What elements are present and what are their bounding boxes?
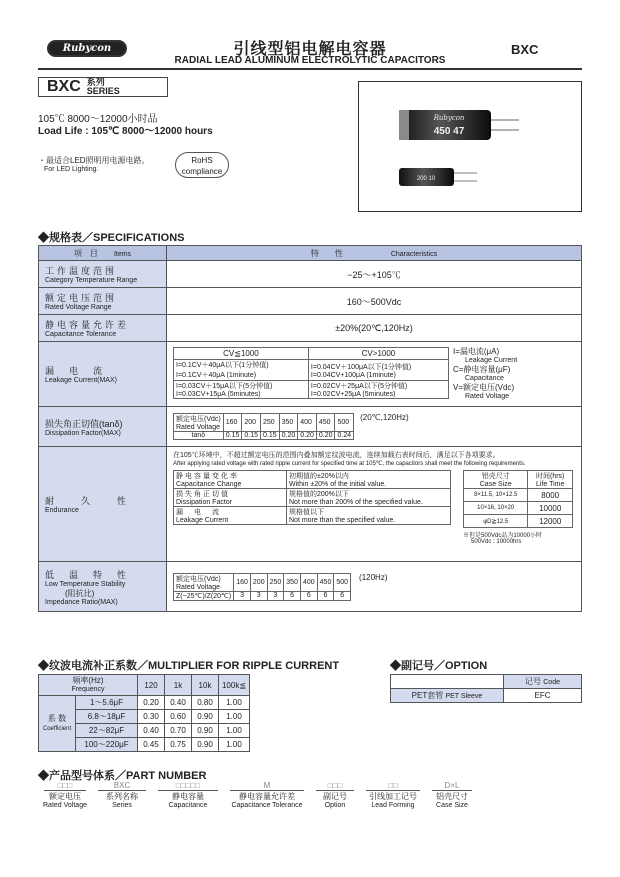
- part-item: [360, 781, 426, 809]
- life-size-cn: 铝壳尺寸: [481, 473, 510, 480]
- df-voltage-row: [174, 414, 354, 432]
- leak-d1: I=0.02CV＋25μA以下(5分钟值): [310, 383, 408, 390]
- ripple-val: 0.45: [138, 738, 165, 752]
- leakage-row-5min: [174, 381, 449, 399]
- spec-value-leakage: [167, 342, 582, 407]
- end-en: Endurance: [45, 507, 79, 514]
- leak-d2: I=0.02CV+25μA (5minutes): [310, 391, 396, 398]
- spec-label-tol: [39, 315, 167, 342]
- ripple-freq-en: Frequency: [71, 686, 105, 693]
- df-head-en: Rated Voltage: [176, 424, 220, 431]
- df-v: 500: [335, 414, 354, 432]
- series-label-cn: 系列: [86, 77, 105, 87]
- lowtemp-table: [173, 573, 351, 601]
- df-val: 0.20: [298, 432, 317, 440]
- intro-line2: Load Life : 105℃ 8000～12000 hours: [38, 126, 213, 137]
- end-cn: 耐 久 性: [45, 496, 130, 506]
- spec-col-item-en: Items: [113, 250, 132, 258]
- df-val: 0.24: [335, 432, 354, 440]
- df-en: Dissipation Factor(MAX): [45, 429, 121, 437]
- low-voltage-row: [174, 573, 351, 591]
- ripple-freq: 1k: [165, 675, 192, 696]
- part-code: □□: [388, 781, 398, 790]
- rohs-compliance: compliance: [181, 167, 223, 176]
- spec-row-df: [39, 407, 582, 447]
- leak-a2: I=0.1CV＋40μA (1minute): [176, 372, 257, 379]
- end-r3-en: Leakage Current: [176, 517, 229, 524]
- spec-header-row: [39, 246, 582, 261]
- spec-label-endurance: [39, 447, 167, 562]
- low-val: 3: [250, 591, 267, 600]
- rohs-text: RoHS: [191, 156, 213, 165]
- end-r3-v2: Not more than the specified value.: [289, 517, 396, 524]
- low-v: 450: [317, 573, 334, 591]
- end-intro-en: After applying rated voltage with rated ripple current for specified time at 105℃, the capacitors shall meet the following requirements.: [173, 461, 526, 467]
- option-code-en: Code: [543, 679, 560, 686]
- end-r2-v1: 规格值的200%以下: [289, 491, 349, 498]
- leak-c1: I=0.03CV＋15μA以下(5分钟值): [176, 383, 273, 390]
- ripple-range: 22～82μF: [76, 724, 138, 738]
- volt-en: Rated Voltage Range: [45, 304, 112, 311]
- ripple-val: 0.60: [165, 710, 192, 724]
- part-item: [224, 781, 310, 809]
- end-req-label: [174, 507, 287, 525]
- leakage-table: [173, 347, 449, 399]
- ripple-val: 0.90: [192, 738, 219, 752]
- led-en: For LED Lighting.: [44, 166, 99, 173]
- page-title-en: RADIAL LEAD ALUMINUM ELECTROLYTIC CAPACITORS: [174, 55, 446, 66]
- part-cn: 铝壳尺寸: [432, 790, 472, 802]
- leak-a: [174, 360, 309, 381]
- page-title-cn: 引线型铝电解电容器: [233, 39, 387, 58]
- life-time-cn: 时间(hrs): [536, 473, 565, 480]
- part-en: Capacitance Tolerance: [231, 802, 303, 809]
- end-req-value: [287, 489, 451, 507]
- df-v: 350: [279, 414, 298, 432]
- header-divider: [38, 68, 582, 70]
- part-cn: 副记号: [316, 790, 354, 802]
- df-val: 0.15: [242, 432, 261, 440]
- spec-value-temp: −25～+105℃: [167, 261, 582, 288]
- ripple-heading: ◆纹波电流补正系数／MULTIPLIER FOR RIPPLE CURRENT: [38, 660, 340, 672]
- end-req-row: [174, 489, 451, 507]
- part-cn: 系列名称: [98, 790, 146, 802]
- specifications-table: [38, 245, 582, 612]
- part-cn: 静电容量: [158, 790, 218, 802]
- life-hours: 8000: [528, 489, 573, 502]
- df-v: 400: [298, 414, 317, 432]
- low-val: 6: [284, 591, 301, 600]
- leakage-legend: [453, 347, 517, 401]
- spec-value-df: [167, 407, 582, 447]
- legend-v-en: Rated Voltage: [465, 393, 509, 400]
- ripple-freq: 10k: [192, 675, 219, 696]
- end-req-row: [174, 471, 451, 489]
- spec-value-endurance: [167, 447, 582, 562]
- header-series-code: BXC: [511, 42, 539, 57]
- low-en2: Impedance Ratio(MAX): [45, 598, 118, 606]
- tol-cn: 静电容量允许差: [45, 320, 130, 330]
- end-r2-v2: Not more than 200% of the specified value.: [289, 499, 423, 506]
- leak-c: [174, 381, 309, 399]
- ripple-val: 0.90: [192, 724, 219, 738]
- ripple-row: [39, 696, 250, 710]
- df-table: [173, 413, 354, 440]
- df-v: 450: [316, 414, 335, 432]
- part-item: [38, 781, 92, 809]
- ripple-range: 100～220μF: [76, 738, 138, 752]
- df-v: 200: [242, 414, 261, 432]
- df-val: 0.20: [316, 432, 335, 440]
- large-capacitor-brand: Rubycon: [433, 114, 465, 122]
- low-value-row: [174, 591, 351, 600]
- option-code: EFC: [504, 689, 582, 703]
- life-row: [464, 515, 573, 528]
- spec-row-lowtemp: [39, 562, 582, 612]
- spec-col-char-cn: 特 性: [310, 248, 343, 258]
- end-note-en: 500Vdc : 10000hrs: [471, 539, 522, 545]
- series-box: [38, 77, 168, 97]
- life-size: 8×11.5, 10×12.5: [464, 489, 528, 502]
- part-code: D×L: [444, 781, 460, 790]
- low-val: 6: [317, 591, 334, 600]
- series-label-en: SERIES: [86, 86, 120, 96]
- ripple-val: 0.30: [138, 710, 165, 724]
- low-head-en: Rated Voltage: [176, 583, 220, 591]
- ripple-val: 1.00: [219, 724, 250, 738]
- end-intro-cn: 在105℃环境中，不超过额定电压的范围内叠加额定纹波电流，连续加载右表时间后，满足以下各项要求。: [173, 452, 500, 459]
- end-r1-en: Capacitance Change: [176, 481, 242, 488]
- large-capacitor-marking: 450 47: [433, 126, 465, 137]
- life-row: [464, 502, 573, 515]
- leak-b2: I=0.04CV+100μA (1minute): [310, 371, 396, 379]
- logo-text: Rubycon: [62, 43, 112, 54]
- spec-label-temp: [39, 261, 167, 288]
- ripple-val: 1.00: [219, 710, 250, 724]
- spec-row-endurance: [39, 447, 582, 562]
- option-label-en: PET Sleeve: [445, 693, 483, 700]
- ripple-range: 6.8～18μF: [76, 710, 138, 724]
- legend-c-en: Capacitance: [465, 375, 504, 382]
- rohs-badge: [175, 152, 229, 178]
- legend-i-en: Leakage Current: [465, 357, 518, 364]
- option-row: [391, 689, 582, 703]
- option-label-cn: PET套管: [411, 691, 444, 700]
- ripple-val: 0.75: [165, 738, 192, 752]
- ripple-table: [38, 674, 250, 752]
- small-capacitor-marking: 200 10: [416, 176, 436, 182]
- end-req-value: [287, 507, 451, 525]
- low-val: 3: [267, 591, 284, 600]
- leak-d: [308, 381, 448, 399]
- low-v: 160: [234, 573, 251, 591]
- product-photo: [358, 81, 582, 212]
- df-cn: 损失角正切值(tanδ): [45, 418, 123, 429]
- leak-en: Leakage Current(MAX): [45, 377, 117, 384]
- ripple-coef-en: Coefficient: [42, 725, 72, 732]
- ripple-freq-row: [39, 675, 250, 696]
- life-row: [464, 489, 573, 502]
- low-v: 250: [267, 573, 284, 591]
- end-req-row: [174, 507, 451, 525]
- specifications-heading: ◆规格表／SPECIFICATIONS: [38, 232, 185, 244]
- spec-row-volt: [39, 288, 582, 315]
- life-size-head: [464, 471, 528, 489]
- part-item: [426, 781, 478, 809]
- part-code: BXC: [113, 781, 131, 790]
- low-v: 350: [284, 573, 301, 591]
- part-cn: 静电容量允许差: [230, 790, 304, 802]
- capacitor-illustration: [359, 82, 581, 211]
- part-item: [92, 781, 152, 809]
- temp-cn: 工作温度范围: [45, 266, 118, 276]
- part-en: Rated Voltage: [43, 802, 87, 809]
- leak-h2: CV>1000: [308, 348, 448, 360]
- spec-label-volt: [39, 288, 167, 315]
- ripple-val: 0.70: [165, 724, 192, 738]
- end-req-label: [174, 489, 287, 507]
- df-val: 0.15: [223, 432, 242, 440]
- part-en: Series: [112, 802, 132, 809]
- part-cn: 额定电压: [44, 790, 86, 802]
- spec-label-lowtemp: [39, 562, 167, 612]
- endurance-life: [463, 470, 573, 545]
- leak-b1: I=0.04CV＋100μA以下(1分钟值): [310, 363, 412, 371]
- series-code: BXC: [47, 78, 81, 95]
- part-en: Case Size: [436, 802, 468, 809]
- part-code: □□□: [327, 781, 343, 790]
- low-head-cn: 额定电压(Vdc): [176, 575, 221, 583]
- df-note: (20℃,120Hz): [360, 413, 409, 422]
- option-table: [390, 674, 582, 703]
- endurance-req-table: [173, 470, 451, 525]
- part-code: M: [263, 781, 271, 790]
- df-val: 0.15: [260, 432, 279, 440]
- led-cn: ・最适合LED照明用电源电路。: [38, 156, 150, 165]
- part-code: □□□: [57, 781, 73, 790]
- leakage-head: [174, 348, 449, 360]
- low-row-label: Z(−25℃)/Z(20℃): [174, 591, 234, 600]
- df-v: 160: [223, 414, 242, 432]
- part-item: [310, 781, 360, 809]
- ripple-freq-head: [39, 675, 138, 696]
- endurance-life-table: [463, 470, 573, 528]
- temp-en: Category Temperature Range: [45, 277, 138, 284]
- end-r1-v1: 初期值的±20%以内: [289, 473, 349, 480]
- ripple-val: 0.20: [138, 696, 165, 710]
- spec-header-items: [39, 246, 167, 261]
- leak-b: [308, 360, 448, 381]
- end-r2-cn: 损失角正切值: [176, 491, 230, 498]
- end-req-label: [174, 471, 287, 489]
- end-r1-cn: 静电容量变化率: [176, 473, 239, 480]
- large-capacitor-sleeve-end: [399, 110, 409, 140]
- ripple-val: 1.00: [219, 696, 250, 710]
- spec-label-df: [39, 407, 167, 447]
- option-head-blank: [391, 675, 504, 689]
- low-v: 200: [250, 573, 267, 591]
- leak-cn: 漏 电 流: [45, 366, 106, 376]
- option-label: [391, 689, 504, 703]
- part-code: □□□□□: [175, 781, 201, 790]
- df-head-cn: 额定电压(Vdc): [176, 416, 221, 423]
- spec-value-volt: 160～500Vdc: [167, 288, 582, 315]
- leak-a1: I=0.1CV＋40μA以下(1分钟值): [176, 362, 269, 369]
- series-label: [87, 78, 120, 96]
- ripple-range: 1～5.6μF: [76, 696, 138, 710]
- df-value-row: [174, 432, 354, 440]
- spec-value-lowtemp: [167, 562, 582, 612]
- legend-c: C=静电容量(μF): [453, 365, 511, 374]
- spec-row-temp: [39, 261, 582, 288]
- life-hours: 10000: [528, 502, 573, 515]
- end-r1-v2: Within ±20% of the initial value.: [289, 481, 387, 488]
- ripple-val: 0.80: [192, 696, 219, 710]
- option-code-cn: 记号: [525, 677, 542, 686]
- part-item: [152, 781, 224, 809]
- life-size-en: Case Size: [479, 481, 512, 488]
- legend-i: I=漏电流(μA): [453, 347, 500, 356]
- option-heading: ◆副记号／OPTION: [390, 660, 488, 672]
- life-size: φD≧12.5: [464, 515, 528, 528]
- end-note-cn: ※但是500Vdc品为10000小时: [463, 533, 543, 539]
- low-head: [174, 573, 234, 591]
- option-head-row: [391, 675, 582, 689]
- low-note: (120Hz): [359, 572, 388, 582]
- part-en: Option: [324, 802, 346, 809]
- spec-label-leakage: [39, 342, 167, 407]
- low-val: 6: [300, 591, 317, 600]
- df-head: [174, 414, 224, 432]
- leakage-row-1min: [174, 360, 449, 381]
- low-val: 3: [234, 591, 251, 600]
- leak-h1: CV≦1000: [174, 348, 309, 360]
- volt-cn: 额定电压范围: [45, 293, 118, 303]
- part-en: Capacitance: [168, 802, 208, 809]
- low-cn2: (阻抗比): [65, 588, 95, 598]
- ripple-val: 0.90: [192, 710, 219, 724]
- life-time-en: Life Time: [536, 481, 565, 488]
- option-code-head: [504, 675, 582, 689]
- low-v: 500: [334, 573, 351, 591]
- part-en: Lead Forming: [371, 802, 415, 809]
- life-time-head: [528, 471, 573, 489]
- legend-v: V=额定电压(Vdc): [453, 383, 515, 392]
- low-cn: 低 温 特 性: [45, 569, 130, 580]
- part-cn: 引线加工记号: [366, 790, 420, 802]
- df-v: 250: [260, 414, 279, 432]
- life-head: [464, 471, 573, 489]
- part-number-row: [38, 781, 478, 809]
- life-hours: 12000: [528, 515, 573, 528]
- end-r3-v1: 规格值以下: [289, 509, 324, 516]
- spec-col-item-cn: 项 目: [73, 248, 98, 258]
- df-row-label: tanδ: [174, 432, 224, 440]
- ripple-coef-head: [39, 696, 76, 752]
- tol-en: Capacitance Tolerance: [45, 331, 117, 338]
- low-v: 400: [300, 573, 317, 591]
- spec-value-tol: ±20%(20℃,120Hz): [167, 315, 582, 342]
- df-val: 0.20: [279, 432, 298, 440]
- ripple-coef-cn: 系 数: [47, 713, 67, 723]
- ripple-val: 1.00: [219, 738, 250, 752]
- end-r3-cn: 漏 电 流: [176, 509, 221, 516]
- ripple-val: 0.40: [138, 724, 165, 738]
- ripple-freq: 100k≦: [219, 675, 250, 696]
- leak-c2: I=0.03CV+15μA (5minutes): [176, 391, 261, 398]
- low-en: Low Temperature Stability: [45, 580, 126, 588]
- intro-line1: 105℃ 8000～12000小时品: [38, 114, 158, 125]
- spec-row-leakage: [39, 342, 582, 407]
- spec-row-tol: [39, 315, 582, 342]
- ripple-freq-cn: 频率(Hz): [72, 676, 104, 685]
- end-req-value: [287, 471, 451, 489]
- ripple-freq: 120: [138, 675, 165, 696]
- ripple-val: 0.40: [165, 696, 192, 710]
- end-r2-en: Dissipation Factor: [176, 499, 233, 506]
- spec-header-char: [167, 246, 582, 261]
- life-size: 10×16, 10×20: [464, 502, 528, 515]
- spec-col-char-en: Characteristics: [390, 250, 438, 258]
- low-val: 6: [334, 591, 351, 600]
- part-number-heading: ◆产品型号体系／PART NUMBER: [38, 770, 207, 782]
